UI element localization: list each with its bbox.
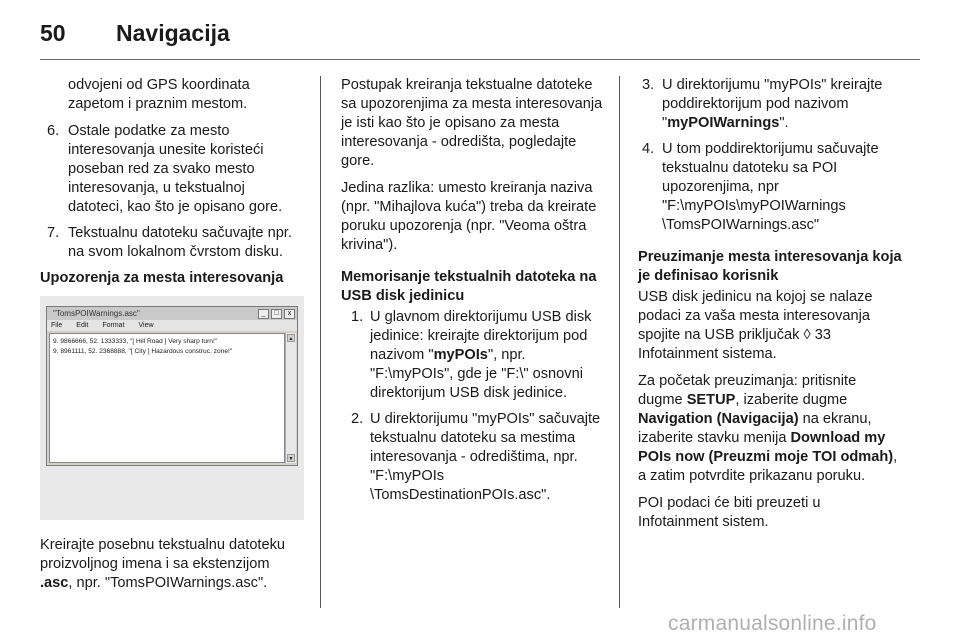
step-number: 3. [642, 77, 655, 93]
column-divider-2 [619, 76, 620, 608]
text-line-2: 9. 8961111, 52. 2368888, "[ City ] Hazardous construc. zone!" [53, 348, 233, 355]
header-divider [40, 59, 920, 60]
subheading-usb-storage: Memorisanje tekstualnih datoteka na USB disk jedinicu [341, 269, 597, 304]
step-number: 1. [351, 309, 364, 325]
section-title: Navigacija [116, 20, 230, 46]
column-2 [341, 76, 607, 512]
step-number: 4. [642, 141, 655, 157]
window-title-text: "TomsPOIWarnings.asc" [53, 309, 140, 318]
notepad-window [46, 306, 298, 466]
step-number: 7. [47, 225, 60, 241]
minimize-icon: _ [258, 309, 269, 319]
subheading-download-poi: Preuzimanje mesta interesovanja koja je definisao korisnik [638, 249, 902, 284]
step-text: U tom poddirektorijumu sačuvajte tekstualnu datoteku sa POI upozorenjima, npr "F:\myPOIs\myPOIWarnings \TomsPOIWarnings.asc" [662, 141, 879, 233]
download-menu-item-label: Download my POIs now (Preuzmi moje TOI odmah) [638, 430, 894, 465]
window-text-area [49, 333, 285, 463]
difference-paragraph: Jedina razlika: umesto kreiranja naziva (npr. "Mihajlova kuća") treba da kreirate poruku upozorenja (npr. "Veoma oštra krivina"). [341, 180, 597, 253]
column-1 [40, 76, 304, 601]
download-result-paragraph: POI podaci će biti preuzeti u Infotainment sistem. [638, 495, 821, 530]
menu-view: View [138, 322, 154, 329]
scroll-down-icon: ▼ [288, 456, 294, 462]
column-divider-1 [320, 76, 321, 608]
step-4 [638, 140, 904, 235]
folder-name-bold: myPOIWarnings [667, 115, 780, 131]
paragraph-text: Infotainment sistema. [638, 346, 777, 362]
watermark-text: carmanualsonline.info [668, 612, 877, 635]
download-start-paragraph [638, 372, 904, 486]
paragraph-text: na ekranu, izaberite stavku menija [638, 411, 872, 446]
navigation-button-label: Navigation (Navigacija) [638, 411, 799, 427]
step-text: U direktorijumu "myPOIs" sačuvajte tekstualnu datoteku sa mestima interesovanja - odredištima, npr. "F:\myPOIs \TomsDestinationPOIs.asc". [370, 411, 601, 503]
window-title [47, 307, 297, 320]
menu-format: Format [102, 322, 125, 329]
paragraph-text: Za početak preuzimanja: pritisnite dugme [638, 373, 857, 408]
paragraph-text: , npr. "TomsPOIWarnings.asc". [68, 575, 268, 591]
step-3 [638, 76, 904, 133]
column-3 [638, 76, 904, 540]
step-2 [341, 410, 607, 505]
extension-bold: .asc [40, 575, 69, 591]
subheading-poi-warnings: Upozorenja za mesta interesovanja [40, 270, 284, 286]
step-6 [40, 122, 304, 217]
close-icon: x [284, 309, 295, 319]
setup-button-label: SETUP [686, 392, 736, 408]
folder-name-bold: myPOIs [433, 347, 488, 363]
step-text: ", npr. "F:\myPOIs", gde je "F:\" osnovni direktorijum USB disk jedinice. [370, 347, 583, 401]
text-line-1: 9. 9866666, 52. 1333333, "[ Hill Road ] Very sharp turn!" [53, 338, 218, 345]
page-number: 50 [40, 20, 66, 46]
step-text: ". [779, 115, 789, 131]
step-text: U direktorijumu "myPOIs" kreirajte poddirektorijum pod nazivom " [662, 77, 883, 131]
paragraph-text: Kreirajte posebnu tekstualnu datoteku proizvoljnog imena i sa ekstenzijom [40, 537, 286, 572]
step-number: 6. [47, 123, 60, 139]
scroll-up-icon: ▲ [288, 336, 294, 342]
step-text: U glavnom direktorijumu USB disk jedinice: kreirajte direktorijum pod nazivom " [370, 309, 592, 363]
menu-file: File [51, 322, 63, 329]
page-header [40, 18, 920, 62]
page-reference: ◊ 33 [803, 327, 831, 343]
step-7 [40, 224, 304, 262]
step-text: Tekstualnu datoteku sačuvajte npr. na svom lokalnom čvrstom disku. [68, 225, 292, 260]
continued-step-text: odvojeni od GPS koordinata zapetom i praznim mestom. [68, 77, 250, 112]
notepad-screenshot-figure [40, 296, 304, 520]
paragraph-text: , izaberite dugme [735, 392, 848, 408]
menu-edit: Edit [76, 322, 89, 329]
window-buttons [258, 309, 295, 319]
step-text: Ostale podatke za mesto interesovanja unesite koristeći poseban red za svako mesto interesovanja, u tekstualnoj datoteci, kao što je opisano gore. [68, 123, 283, 215]
create-file-paragraph [40, 536, 304, 593]
window-scrollbar [285, 333, 296, 463]
maximize-icon: □ [271, 309, 282, 319]
paragraph-text: USB disk jedinicu na kojoj se nalaze podaci za vaša mesta interesovanja spojite na USB priključak [638, 289, 873, 343]
paragraph-text: , a zatim potvrdite prikazanu poruku. [638, 449, 898, 484]
window-menu-bar [47, 320, 297, 331]
step-1 [341, 308, 607, 403]
usb-connect-paragraph [638, 288, 904, 364]
step-number: 2. [351, 411, 364, 427]
procedure-paragraph: Postupak kreiranja tekstualne datoteke sa upozorenjima za mesta interesovanja je isti kao što je opisano za mesta interesovanja - odredišta, pogledajte gore. [341, 77, 603, 169]
